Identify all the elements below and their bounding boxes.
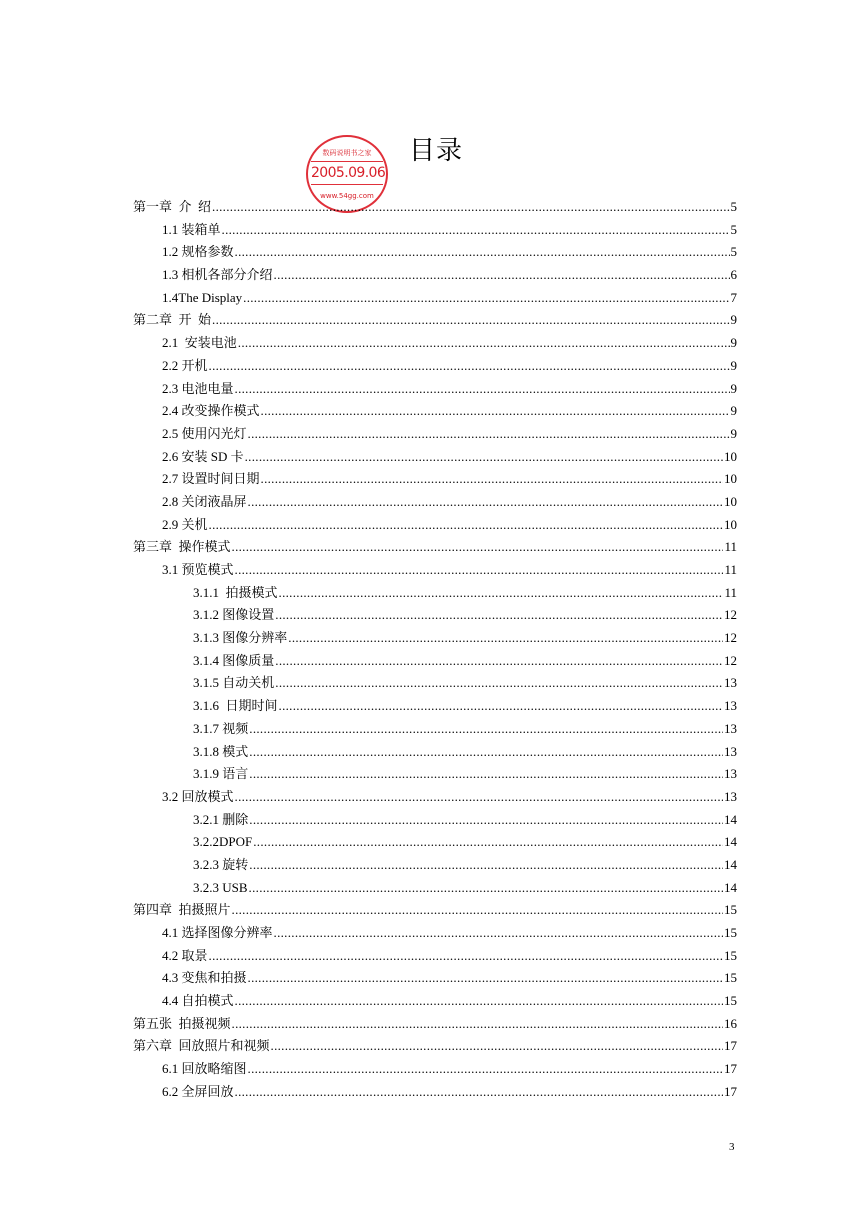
toc-entry[interactable] [133, 400, 737, 423]
toc-leader-dots [261, 468, 723, 491]
toc-entry[interactable] [133, 514, 737, 537]
toc-entry-page: 7 [730, 289, 737, 305]
toc-leader-dots [248, 1058, 723, 1081]
toc-leader-dots [232, 899, 723, 922]
toc-entry-page: 14 [724, 834, 737, 850]
toc-entry-page: 12 [724, 652, 737, 668]
toc-entry-title: 第二章 开 始 [133, 312, 212, 328]
toc-leader-dots [245, 446, 723, 469]
toc-entry-title: 第一章 介 绍 [133, 199, 212, 214]
toc-entry-title: 3.2.2DPOF [193, 834, 253, 850]
toc-entry[interactable] [133, 1058, 737, 1081]
stamp-url: www.54gg.com [320, 192, 374, 200]
toc-entry-title: 4.4 自拍模式 [162, 993, 234, 1009]
toc-entry-page: 5 [730, 199, 737, 214]
toc-entry-page: 9 [730, 312, 737, 328]
toc-entry-title: 4.2 取景 [162, 947, 208, 963]
toc-entry-page: 14 [724, 811, 737, 827]
toc-entry[interactable] [133, 355, 737, 378]
toc-entry-title: 2.4 改变操作模式 [162, 403, 260, 419]
toc-entry[interactable] [133, 446, 737, 469]
toc-leader-dots [249, 877, 723, 900]
toc-entry-page: 13 [724, 720, 737, 736]
toc-entry-page: 11 [724, 562, 737, 577]
toc-entry-title: 2.8 关闭液晶屏 [162, 493, 247, 509]
toc-entry[interactable] [133, 922, 737, 945]
toc-entry-page: 9 [730, 425, 737, 441]
toc-entry[interactable] [133, 967, 737, 990]
toc-leader-dots [235, 378, 730, 401]
toc-leader-dots [249, 809, 723, 832]
toc-entry[interactable] [133, 309, 737, 332]
table-of-contents [133, 196, 737, 1104]
toc-entry[interactable] [133, 672, 737, 695]
toc-leader-dots [279, 695, 723, 718]
toc-entry[interactable] [133, 196, 737, 219]
toc-entry-page: 9 [730, 403, 737, 419]
toc-entry[interactable] [133, 1013, 737, 1036]
toc-entry-page: 12 [724, 630, 737, 646]
toc-leader-dots [238, 332, 730, 355]
toc-entry[interactable] [133, 1081, 737, 1104]
toc-leader-dots [274, 264, 730, 287]
toc-entry-page: 17 [724, 1061, 737, 1077]
toc-entry-page: 10 [724, 516, 737, 532]
toc-entry-title: 3.1.5 自动关机 [193, 675, 275, 691]
page-number: 3 [729, 1141, 735, 1153]
toc-entry-title: 3.2.1 删除 [193, 811, 249, 827]
toc-entry[interactable] [133, 854, 737, 877]
toc-entry-page: 9 [730, 357, 737, 373]
toc-entry[interactable] [133, 627, 737, 650]
toc-entry[interactable] [133, 831, 737, 854]
toc-leader-dots [209, 514, 723, 537]
toc-entry-title: 3.1 预览模式 [162, 562, 234, 577]
toc-entry-page: 15 [724, 947, 737, 963]
toc-entry[interactable] [133, 990, 737, 1013]
toc-entry-page: 15 [724, 993, 737, 1009]
toc-entry-title: 3.1.4 图像质量 [193, 652, 275, 668]
toc-entry-title: 1.3 相机各部分介绍 [162, 267, 273, 283]
toc-entry-page: 13 [724, 743, 737, 759]
toc-entry-title: 6.1 回放略缩图 [162, 1061, 247, 1077]
toc-entry-title: 6.2 全屏回放 [162, 1083, 234, 1099]
toc-entry-title: 第四章 拍摄照片 [133, 902, 231, 918]
toc-entry-title: 第六章 回放照片和视频 [133, 1038, 270, 1054]
toc-leader-dots [235, 990, 723, 1013]
toc-leader-dots [209, 355, 730, 378]
toc-entry-page: 13 [724, 766, 737, 782]
toc-entry-title: 1.4The Display [162, 289, 243, 305]
toc-leader-dots [261, 400, 730, 423]
toc-leader-dots [274, 922, 723, 945]
toc-entry-page: 13 [724, 698, 737, 714]
page-title: 目录 [409, 136, 464, 166]
toc-entry-title: 3.1.1 拍摄模式 [193, 584, 278, 600]
toc-entry-page: 17 [724, 1038, 737, 1054]
toc-leader-dots [212, 196, 729, 219]
toc-entry-page: 5 [730, 244, 737, 260]
toc-leader-dots [232, 1013, 723, 1036]
toc-entry-title: 3.1.3 图像分辨率 [193, 630, 288, 646]
toc-leader-dots [253, 831, 723, 854]
toc-entry-page: 9 [730, 380, 737, 396]
toc-leader-dots [275, 604, 723, 627]
toc-entry-title: 第五张 拍摄视频 [133, 1015, 231, 1031]
toc-entry-title: 4.1 选择图像分辨率 [162, 925, 273, 940]
toc-entry[interactable] [133, 695, 737, 718]
toc-entry-title: 2.7 设置时间日期 [162, 471, 260, 487]
toc-leader-dots [248, 491, 723, 514]
toc-leader-dots [275, 672, 723, 695]
toc-entry[interactable] [133, 945, 737, 968]
toc-leader-dots [279, 582, 724, 605]
toc-entry-title: 3.1.2 图像设置 [193, 607, 275, 623]
toc-entry-page: 11 [724, 539, 737, 555]
toc-entry-page: 5 [730, 221, 737, 237]
toc-entry-page: 17 [724, 1083, 737, 1099]
toc-leader-dots [232, 536, 724, 559]
toc-entry-title: 1.1 装箱单 [162, 221, 221, 237]
toc-entry[interactable] [133, 491, 737, 514]
toc-entry-title: 3.1.9 语言 [193, 766, 249, 782]
toc-entry-page: 11 [724, 584, 737, 600]
toc-entry-title: 3.1.7 视频 [193, 720, 249, 736]
toc-entry[interactable] [133, 718, 737, 741]
toc-entry-page: 13 [724, 675, 737, 691]
toc-entry-title: 3.2 回放模式 [162, 788, 234, 804]
toc-leader-dots [249, 741, 723, 764]
toc-leader-dots [271, 1035, 723, 1058]
toc-entry-title: 1.2 规格参数 [162, 244, 234, 260]
toc-leader-dots [288, 627, 723, 650]
toc-entry[interactable] [133, 287, 737, 310]
toc-entry[interactable] [133, 763, 737, 786]
toc-leader-dots [209, 945, 723, 968]
toc-leader-dots [248, 967, 723, 990]
stamp-top-text: 数码说明书之家 [322, 149, 372, 157]
toc-entry-title: 3.1.8 模式 [193, 743, 249, 759]
toc-entry[interactable] [133, 219, 737, 242]
toc-entry-title: 2.3 电池电量 [162, 380, 234, 396]
toc-leader-dots [275, 650, 723, 673]
toc-entry[interactable] [133, 877, 737, 900]
toc-entry[interactable] [133, 378, 737, 401]
toc-entry-title: 2.6 安装 SD 卡 [162, 448, 244, 464]
toc-leader-dots [235, 1081, 723, 1104]
toc-leader-dots [235, 786, 723, 809]
toc-entry[interactable] [133, 1035, 737, 1058]
toc-entry-page: 14 [724, 856, 737, 872]
toc-entry-title: 2.5 使用闪光灯 [162, 425, 247, 441]
toc-entry[interactable] [133, 650, 737, 673]
toc-entry[interactable] [133, 264, 737, 287]
toc-entry-title: 第三章 操作模式 [133, 539, 231, 555]
toc-entry-page: 10 [724, 493, 737, 509]
toc-entry-page: 15 [724, 902, 737, 918]
toc-entry[interactable] [133, 809, 737, 832]
toc-entry[interactable] [133, 559, 737, 582]
toc-entry-title: 2.2 开机 [162, 357, 208, 373]
toc-entry[interactable] [133, 536, 737, 559]
toc-entry[interactable] [133, 741, 737, 764]
toc-entry-title: 4.3 变焦和拍摄 [162, 970, 247, 986]
toc-entry-page: 10 [724, 471, 737, 487]
toc-entry-page: 9 [730, 335, 737, 351]
toc-entry[interactable] [133, 241, 737, 264]
stamp-date: 2005.09.06 [311, 161, 383, 185]
toc-entry[interactable] [133, 786, 737, 809]
toc-leader-dots [249, 763, 723, 786]
toc-leader-dots [235, 241, 730, 264]
toc-entry[interactable] [133, 423, 737, 446]
toc-leader-dots [212, 309, 729, 332]
toc-leader-dots [235, 559, 724, 582]
toc-entry-page: 15 [724, 925, 737, 940]
toc-entry-page: 12 [724, 607, 737, 623]
toc-entry-page: 14 [724, 879, 737, 895]
toc-entry-page: 13 [724, 788, 737, 804]
toc-leader-dots [249, 718, 723, 741]
toc-leader-dots [248, 423, 730, 446]
toc-entry[interactable] [133, 468, 737, 491]
toc-entry-page: 6 [730, 267, 737, 283]
toc-entry-title: 3.2.3 旋转 [193, 856, 249, 872]
toc-entry[interactable] [133, 604, 737, 627]
toc-entry-title: 2.1 安装电池 [162, 335, 237, 351]
toc-entry-title: 3.1.6 日期时间 [193, 698, 278, 714]
toc-entry-title: 2.9 关机 [162, 516, 208, 532]
toc-entry[interactable] [133, 899, 737, 922]
toc-entry-page: 15 [724, 970, 737, 986]
toc-entry-page: 10 [724, 448, 737, 464]
toc-leader-dots [222, 219, 730, 242]
toc-entry-title: 3.2.3 USB [193, 879, 248, 895]
toc-leader-dots [249, 854, 723, 877]
toc-leader-dots [243, 287, 729, 310]
toc-entry[interactable] [133, 332, 737, 355]
toc-entry[interactable] [133, 582, 737, 605]
toc-entry-page: 16 [724, 1015, 737, 1031]
